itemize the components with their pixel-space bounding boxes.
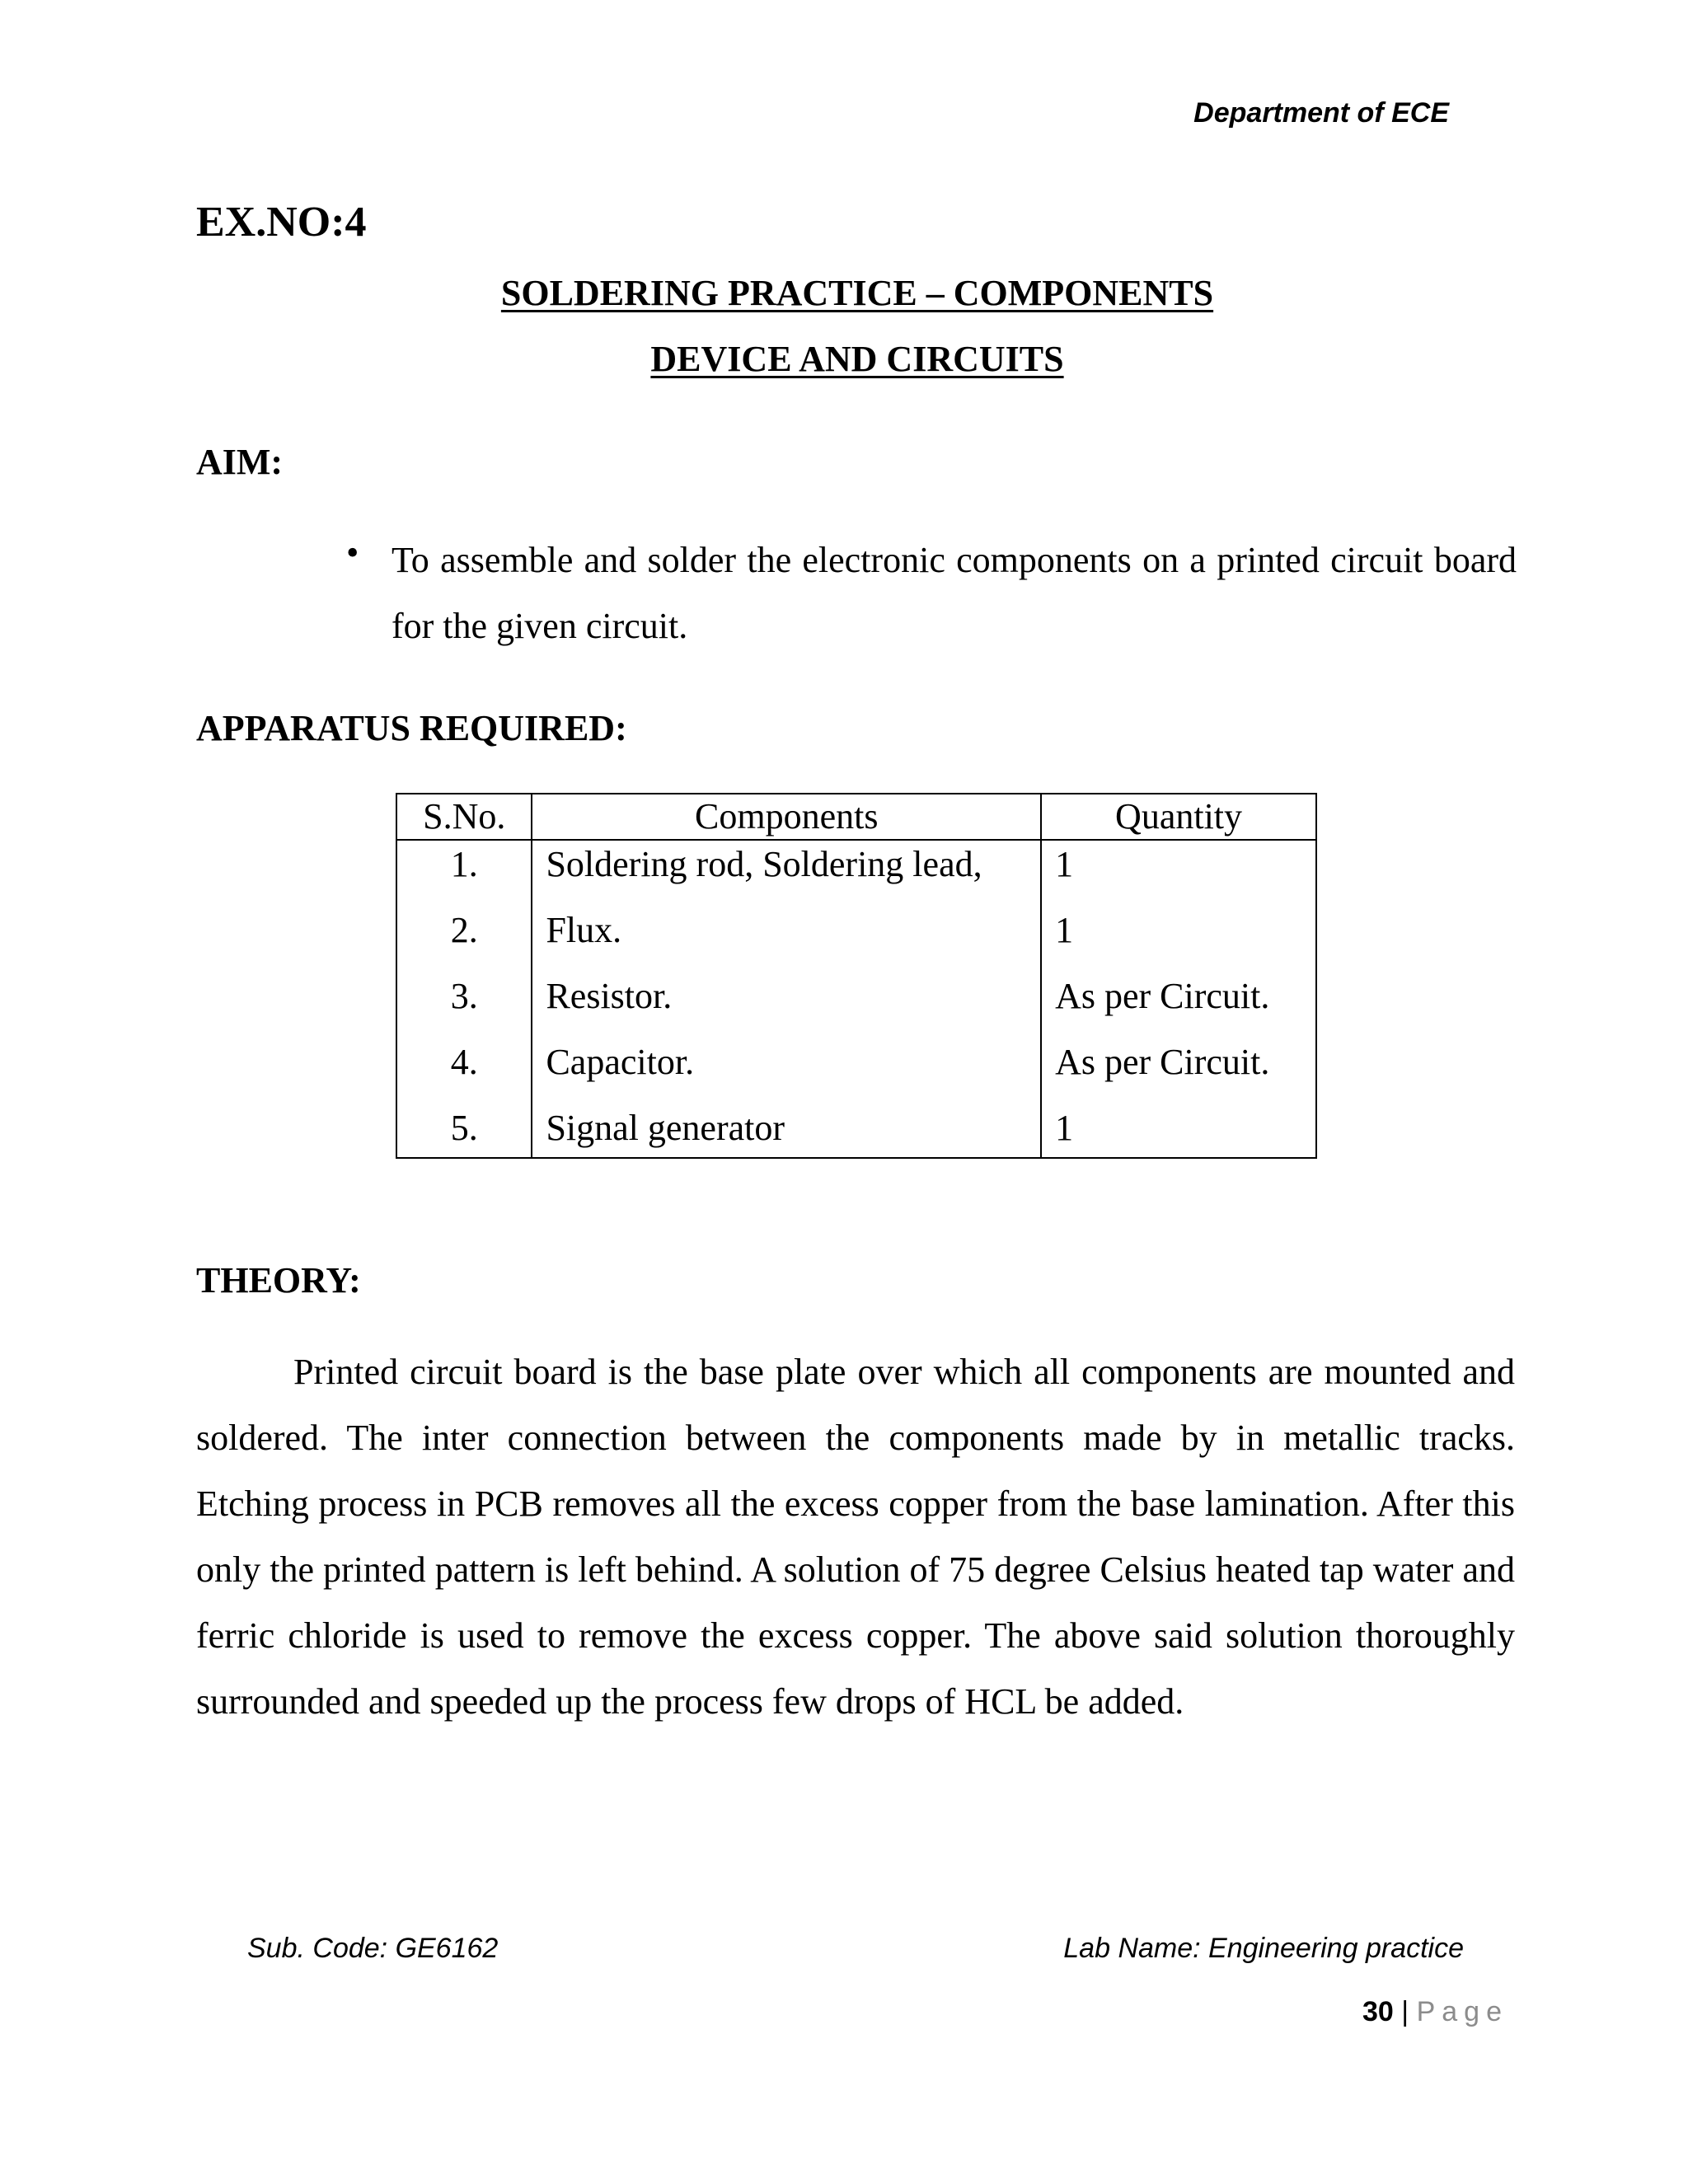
theory-paragraph — [196, 1339, 1515, 1735]
footer-sub-code: Sub. Code: GE6162 — [247, 1933, 499, 1964]
table-row — [396, 907, 1316, 972]
cell-quantity: As per Circuit. — [1041, 1038, 1316, 1104]
cell-quantity: 1 — [1041, 1104, 1316, 1158]
theory-text: Printed circuit board is the base plate over which all components are mounted and soldered. The inter connection between the components made by in metallic tracks. Etching process in PCB removes all the excess copper from the base lamination. After this only the printed pattern is left behind. A solution of 75 degree Celsius heated tap water and ferric chloride is used to remove the excess copper. The above said solution thoroughly surrounded and speeded up the process few drops of HCL be added. — [196, 1352, 1515, 1722]
column-header-sno: S.No. — [396, 794, 532, 840]
cell-component: Flux. — [532, 907, 1041, 972]
exercise-title-line2: DEVICE AND CIRCUITS — [650, 339, 1064, 379]
exercise-title-line1: SOLDERING PRACTICE – COMPONENTS — [500, 273, 1214, 313]
cell-quantity: As per Circuit. — [1041, 972, 1316, 1038]
cell-component: Signal generator — [532, 1104, 1041, 1158]
exercise-number: EX.NO:4 — [196, 199, 367, 246]
bullet-icon: • — [346, 532, 359, 573]
table-row — [396, 972, 1316, 1038]
aim-heading: AIM: — [196, 442, 284, 482]
apparatus-table — [396, 793, 1317, 1159]
theory-heading: THEORY: — [196, 1260, 361, 1301]
column-header-components: Components — [532, 794, 1041, 840]
table-row — [396, 840, 1316, 907]
cell-sno: 2. — [396, 907, 532, 972]
department-header: Department of ECE — [1193, 97, 1449, 129]
page-number-separator: | — [1401, 1996, 1409, 2027]
aim-text: To assemble and solder the electronic components on a printed circuit board for the given circuit. — [392, 540, 1517, 646]
cell-component: Resistor. — [532, 972, 1041, 1038]
page-number-value: 30 — [1362, 1996, 1394, 2027]
cell-quantity: 1 — [1041, 907, 1316, 972]
cell-component: Soldering rod, Soldering lead, — [532, 840, 1041, 907]
cell-sno: 5. — [396, 1104, 532, 1158]
apparatus-heading: APPARATUS REQUIRED: — [196, 708, 627, 748]
cell-sno: 3. — [396, 972, 532, 1038]
page-number — [1362, 1996, 1508, 2028]
cell-sno: 4. — [396, 1038, 532, 1104]
table-row — [396, 1104, 1316, 1158]
cell-sno: 1. — [396, 840, 532, 907]
cell-quantity: 1 — [1041, 840, 1316, 907]
footer-lab-name: Lab Name: Engineering practice — [1063, 1933, 1464, 1964]
page-word: Page — [1416, 1996, 1508, 2027]
column-header-quantity: Quantity — [1041, 794, 1316, 840]
table-header-row — [396, 794, 1316, 840]
table-row — [396, 1038, 1316, 1104]
cell-component: Capacitor. — [532, 1038, 1041, 1104]
